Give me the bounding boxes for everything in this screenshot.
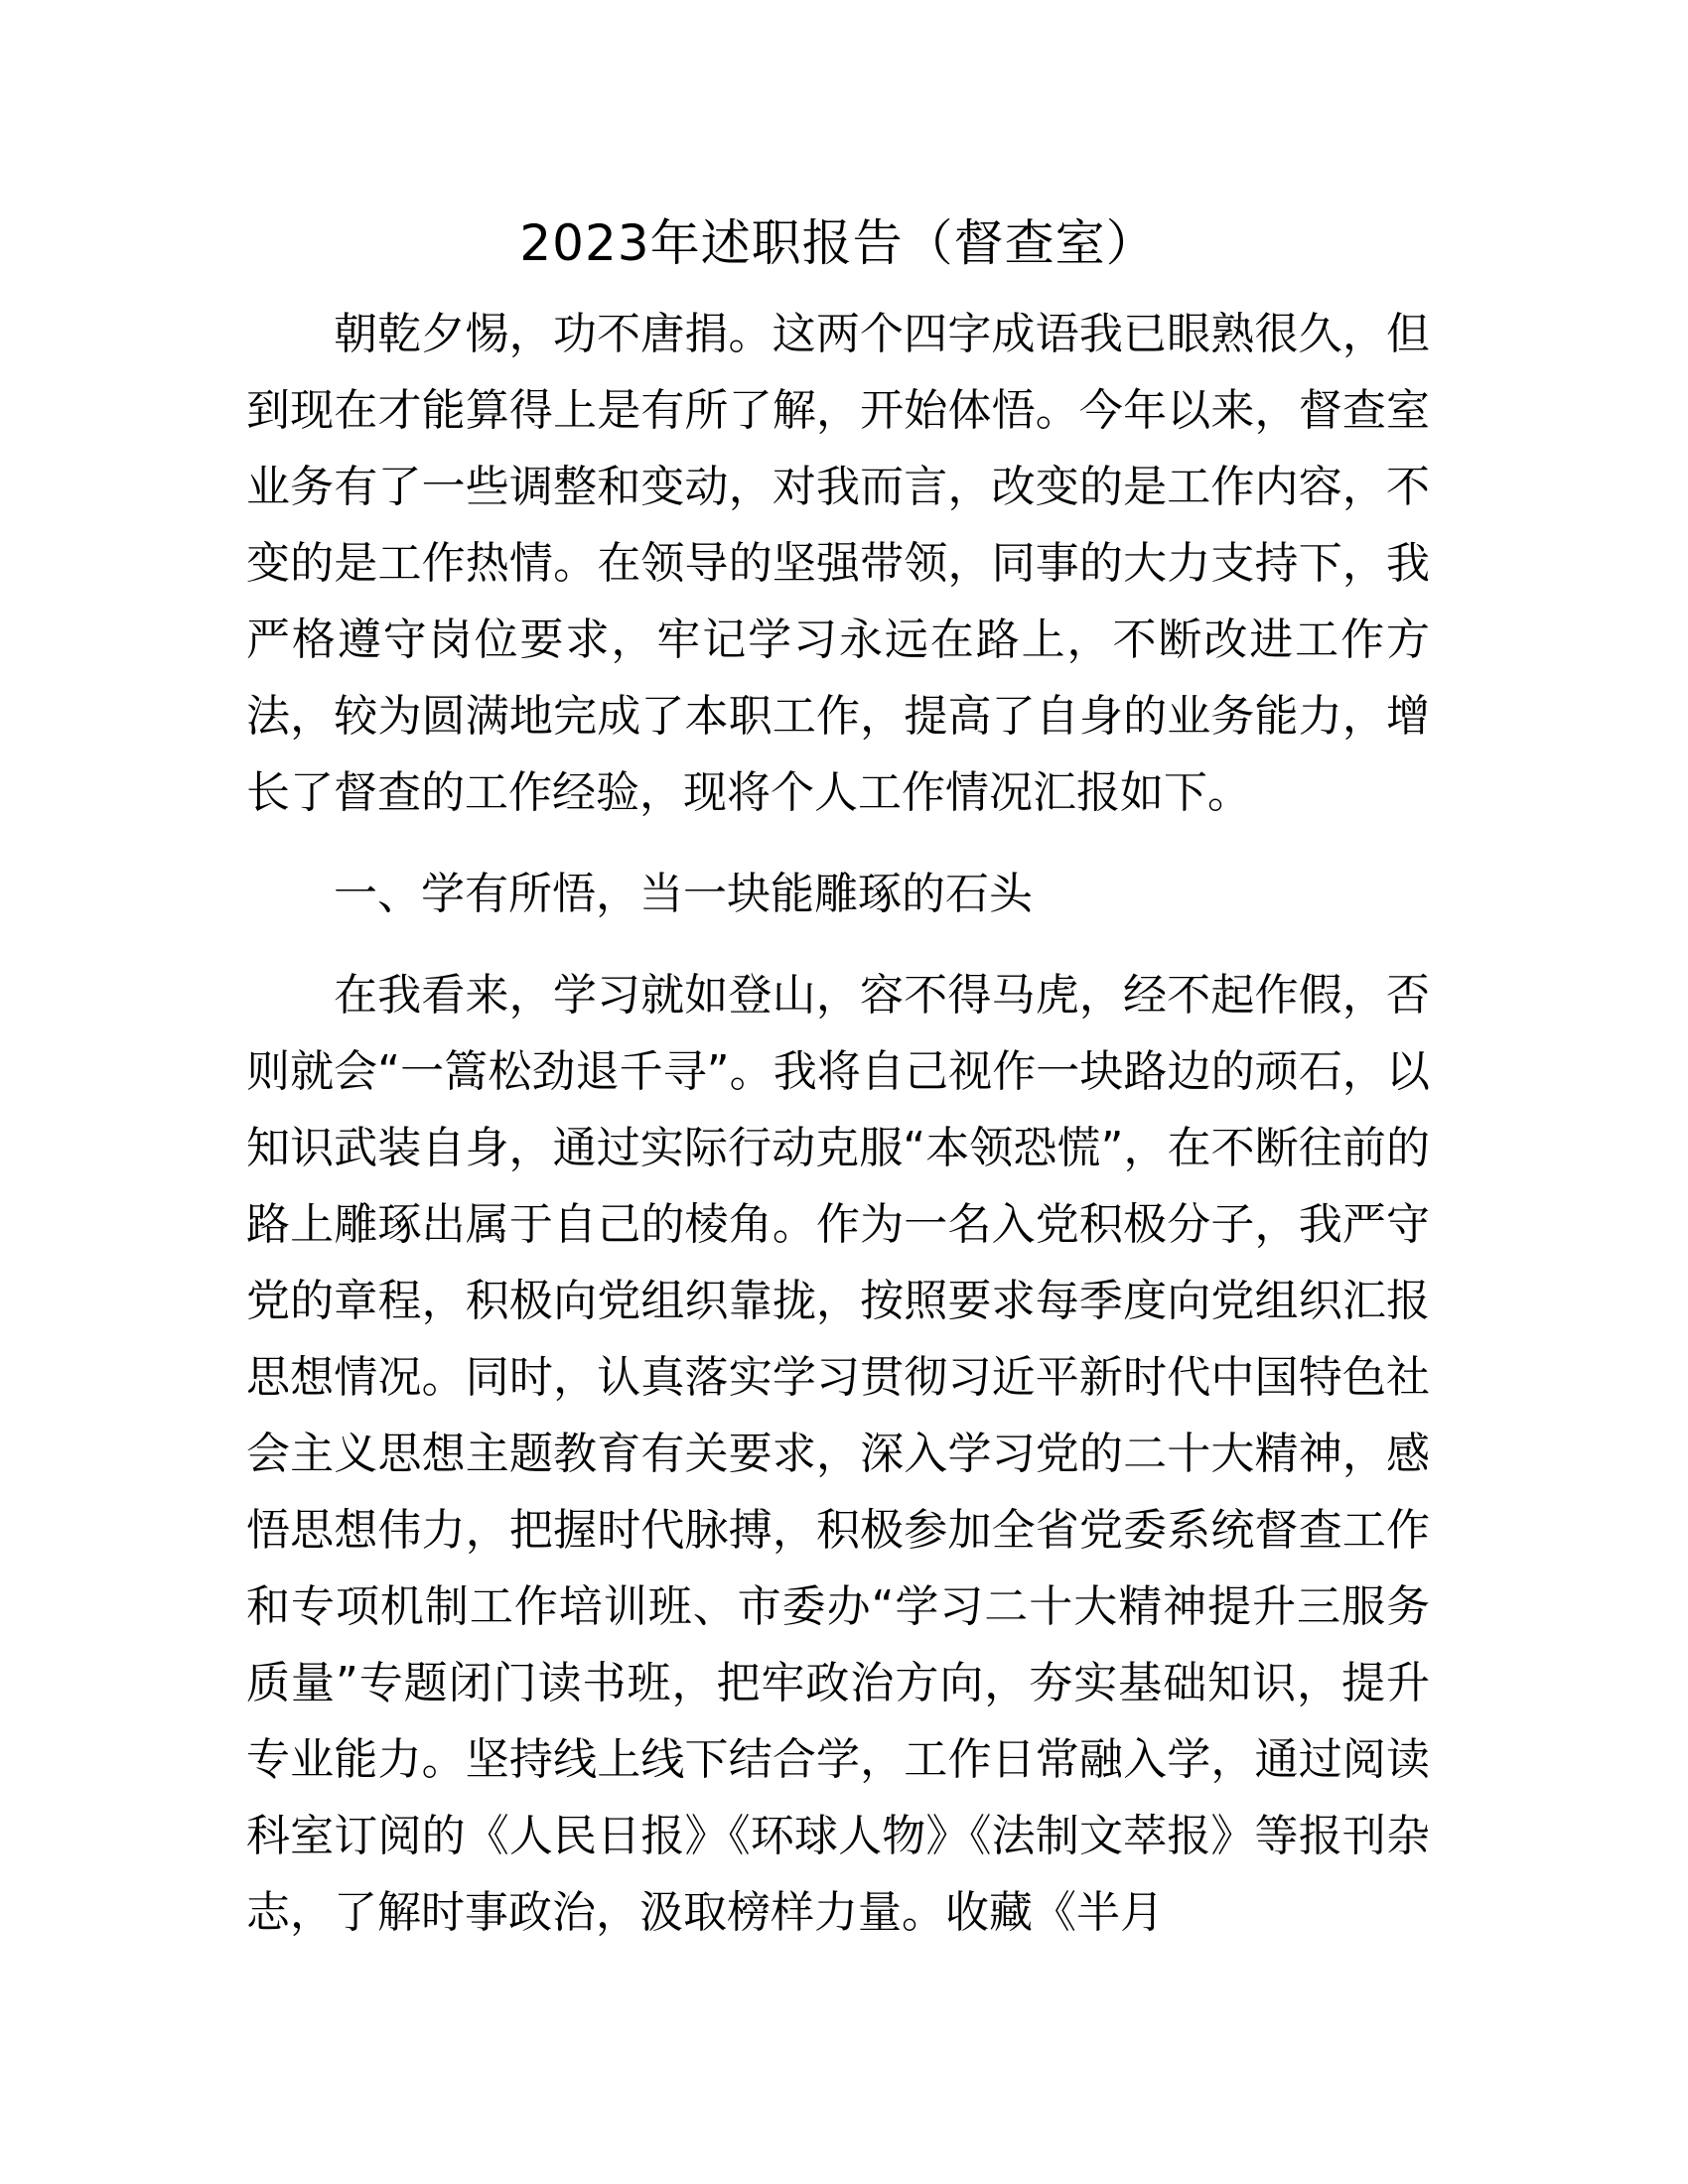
section-heading-1: 一、学有所悟，当一块能雕琢的石头 [334,869,1033,919]
section-1-paragraph: 在我看来，学习就如登山，容不得马虎，经不起作假，否则就会“一篙松劲退千寻”。我将自己视作一块路边的顽石，以知识武装自身，通过实际行动克服“本领恐慌”，在不断往前的路上雕琢出属于自己的棱角。作为一名入党积极分子，我严守党的章程，积极向党组织靠拢，按照要求每季度向党组织汇报思想情况。同时，认真落实学习贯彻习近平新时代中国特色社会主义思想主题教育有关要求，深入学习党的二十大精神，感悟思想伟力，把握时代脉搏，积极参加全省党委系统督查工作和专项机制工作培训班、市委办“学习二十大精神提升三服务质量”专题闭门读书班，把牢政治方向，夯实基础知识，提升专业能力。坚持线上线下结合学，工作日常融入学，通过阅读科室订阅的《人民日报》《环球人物》《法制文萃报》等报刊杂志，了解时事政治，汲取榜样力量。收藏《半月 [246,970,1430,1938]
document-title: 2023年述职报告（督查室） [519,214,1157,272]
document-body [246,199,1430,1951]
intro-paragraph: 朝乾夕惕，功不唐捐。这两个四字成语我已眼熟很久，但到现在才能算得上是有所了解，开始体悟。今年以来，督查室业务有了一些调整和变动，对我而言，改变的是工作内容，不变的是工作热情。在领导的坚强带领，同事的大力支持下，我严格遵守岗位要求，牢记学习永远在路上，不断改进工作方法，较为圆满地完成了本职工作，提高了自身的业务能力，增长了督查的工作经验，现将个人工作情况汇报如下。 [246,309,1430,818]
